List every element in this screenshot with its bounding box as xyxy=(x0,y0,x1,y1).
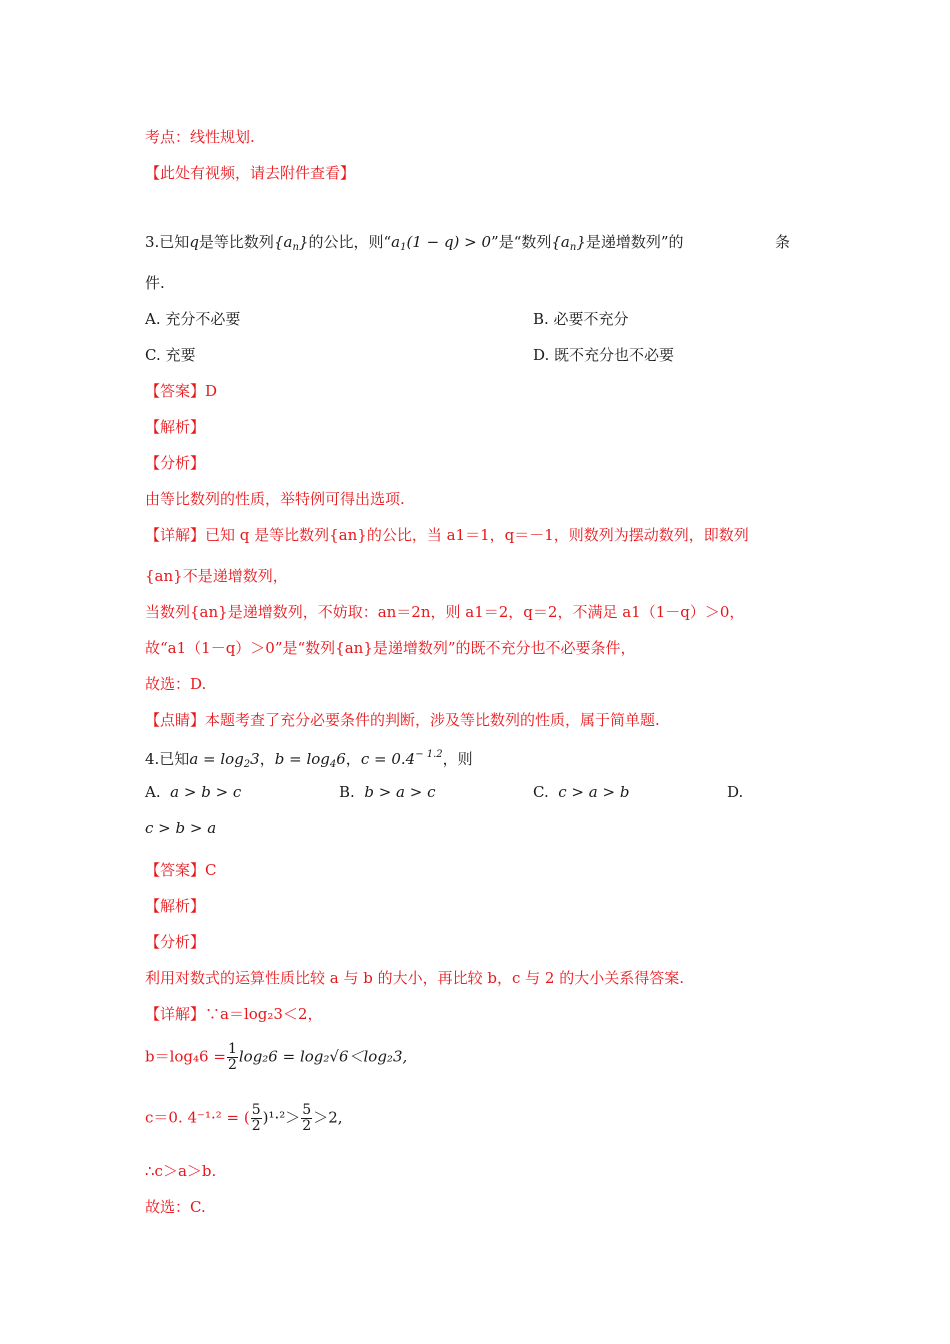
q3-q-var: q xyxy=(189,233,199,251)
q3-seq-an: $\{a_n\}$ xyxy=(273,233,309,253)
q4-option-c: C. c > a > b xyxy=(533,783,630,801)
q4-c-fraction-1: $\frac{5}{2}$ xyxy=(251,1102,261,1134)
q3-option-a: A. 充分不必要 xyxy=(145,310,241,328)
q3-stem xyxy=(145,231,684,259)
q3-option-b: B. 必要不充分 xyxy=(533,310,629,328)
q3-detail-line2: {an}不是递增数列， xyxy=(145,567,288,585)
q4-fenxi: 【分析】 xyxy=(145,933,206,951)
q4-b-def: $b = \log_46$ xyxy=(274,750,346,770)
q4-detail-line1: 【详解】∵a＝log₂3＜2， xyxy=(145,1005,323,1023)
q4-option-a: A. a > b > c xyxy=(145,783,242,801)
q3-stem-p4: ”是“数列 xyxy=(491,233,552,251)
q3-detail-line5: 故选：D. xyxy=(145,675,207,693)
q4-b-fraction: $\frac{1}{2}$ xyxy=(227,1041,237,1073)
q3-detail-line3: 当数列{an}是递增数列，不妨取：an＝2n，则 a1＝2，q＝2，不满足 a1（1－q）＞0， xyxy=(145,603,745,621)
q4-b-line: b＝log₄6 = $\frac{1}{2}$ log₂6 = log₂√6＜log₂3, xyxy=(145,1041,408,1073)
q4-c-fraction-2: $\frac{5}{2}$ xyxy=(302,1102,312,1134)
q4-option-d-label: D. xyxy=(727,783,744,801)
q3-detail-line1: 【详解】已知 q 是等比数列{an}的公比，当 a1＝1，q＝－1，则数列为摆动数列，即数列 xyxy=(145,526,749,544)
q4-conclusion: ∴c＞a＞b. xyxy=(145,1162,217,1180)
q3-condition: $a_1(1 - q) > 0$ xyxy=(391,233,492,253)
q3-stem-p1: 3.已知 xyxy=(145,233,190,251)
q3-seq-an-2: $\{a_n\}$ xyxy=(551,233,586,253)
q3-jiexi: 【解析】 xyxy=(145,418,206,436)
q3-detail-line4: 故“a1（1－q）＞0”是“数列{an}是递增数列”的既不充分也不必要条件， xyxy=(145,639,636,657)
q4-option-d: c > b > a xyxy=(145,819,217,837)
q4-a-def: $a = \log_23$ xyxy=(189,750,260,770)
q3-fenxi: 【分析】 xyxy=(145,454,206,472)
video-note: 【此处有视频，请去附件查看】 xyxy=(145,164,356,182)
q3-answer: 【答案】D xyxy=(145,382,218,400)
q4-c-def: $c = 0.4^{- 1.2}$ xyxy=(360,749,443,768)
q4-option-b: B. b > a > c xyxy=(339,783,436,801)
q4-stem-post: ，则 xyxy=(442,750,473,768)
q3-stem-p3: 的公比，则“ xyxy=(308,233,392,251)
q4-c-line: c＝0. 4⁻¹·² = ( $\frac{5}{2}$ )¹·²＞ $\frac{5}{2}$ ＞2, xyxy=(145,1102,343,1134)
q3-stem-line2: 件. xyxy=(145,274,165,292)
q4-answer: 【答案】C xyxy=(145,861,217,879)
q4-stem-pre: 4.已知 xyxy=(145,750,190,768)
q3-option-d: D. 既不充分也不必要 xyxy=(533,346,675,364)
q3-dianjing: 【点睛】本题考查了充分必要条件的判断，涉及等比数列的性质，属于简单题. xyxy=(145,711,660,729)
q4-fenxi-text: 利用对数式的运算性质比较 a 与 b 的大小，再比较 b，c 与 2 的大小关系得答案. xyxy=(145,969,685,987)
q3-option-c: C. 充要 xyxy=(145,346,196,364)
q4-select: 故选：C. xyxy=(145,1198,206,1216)
q3-stem-p5: 是递增数列”的 xyxy=(585,233,684,251)
q3-stem-p2: 是等比数列 xyxy=(198,233,274,251)
kaodian-line: 考点：线性规划. xyxy=(145,128,255,146)
q4-stem: 4.已知$a = \log_23$，$b = \log_46$，$c = 0.4^{- 1.2}$，则 xyxy=(145,749,473,770)
q3-stem-tail: 条 xyxy=(775,233,791,251)
q3-fenxi-text: 由等比数列的性质，举特例可得出选项. xyxy=(145,490,405,508)
q4-jiexi: 【解析】 xyxy=(145,897,206,915)
